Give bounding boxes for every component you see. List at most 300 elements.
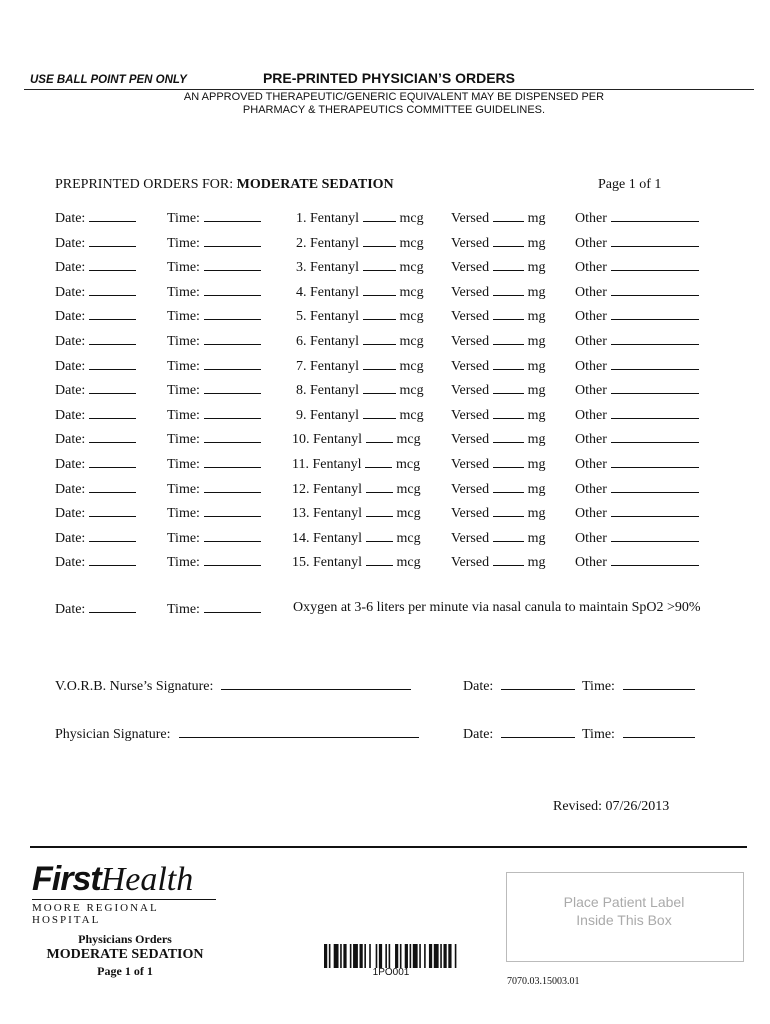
- fentanyl-label: Fentanyl: [310, 334, 359, 349]
- date-field[interactable]: [89, 307, 136, 320]
- form-number: 7070.03.15003.01: [507, 976, 580, 987]
- time-label: Time:: [167, 530, 200, 546]
- mcg-unit: mcg: [396, 530, 421, 546]
- date-field[interactable]: [501, 677, 575, 690]
- barcode: [324, 944, 458, 968]
- date-field[interactable]: [89, 600, 136, 613]
- order-number: 14.: [292, 530, 310, 546]
- barcode-bar: [324, 944, 327, 968]
- versed-dose-field[interactable]: [493, 357, 524, 370]
- other-field[interactable]: [611, 406, 699, 419]
- label-line-2: Inside This Box: [576, 912, 672, 928]
- barcode-bar: [395, 944, 398, 968]
- fentanyl-label: Fentanyl: [310, 407, 359, 423]
- order-row: [0, 455, 770, 475]
- barcode-bar: [448, 944, 451, 968]
- order-date: [55, 455, 136, 473]
- date-label: Date:: [55, 284, 86, 300]
- date-label: Date:: [55, 457, 86, 472]
- mg-unit: mg: [527, 407, 546, 423]
- fentanyl-dose-field[interactable]: [363, 283, 396, 296]
- fentanyl-label: Fentanyl: [310, 211, 359, 226]
- order-other: [575, 480, 699, 498]
- fentanyl-label: Fentanyl: [310, 235, 359, 251]
- fentanyl-label: Fentanyl: [312, 457, 362, 472]
- date-field[interactable]: [89, 234, 136, 247]
- fentanyl-label: Fentanyl: [310, 309, 359, 325]
- barcode-bar: [455, 944, 457, 968]
- date-field[interactable]: [89, 283, 136, 296]
- mg-unit: mg: [527, 260, 546, 276]
- mcg-unit: mcg: [399, 407, 424, 423]
- order-row: [0, 381, 770, 401]
- order-date: [55, 209, 136, 227]
- fentanyl-dose-field[interactable]: [363, 357, 396, 370]
- mcg-unit: mcg: [396, 481, 421, 497]
- fentanyl-label: Fentanyl: [313, 432, 362, 448]
- date-label: Date:: [463, 679, 494, 694]
- barcode-bar: [360, 944, 363, 968]
- versed-label: Versed: [451, 211, 490, 226]
- versed-dose-field[interactable]: [493, 455, 524, 468]
- physician-signature: [55, 725, 419, 743]
- date-label: Date:: [55, 358, 86, 374]
- form-subtitle: [0, 91, 770, 117]
- order-fentanyl: [292, 504, 421, 522]
- time-field[interactable]: [204, 553, 261, 566]
- oxygen-date: [55, 600, 136, 618]
- time-field[interactable]: [204, 234, 261, 247]
- order-row: [0, 430, 770, 450]
- order-fentanyl: [296, 307, 424, 325]
- order-time: [167, 529, 261, 547]
- other-field[interactable]: [611, 430, 699, 443]
- time-label: Time:: [167, 457, 200, 472]
- versed-dose-field[interactable]: [493, 332, 524, 345]
- date-label: Date:: [463, 727, 494, 742]
- versed-dose-field[interactable]: [493, 480, 524, 493]
- order-number: 8.: [296, 383, 307, 399]
- order-versed: [451, 357, 546, 375]
- date-field[interactable]: [89, 430, 136, 443]
- form-title: PRE-PRINTED PHYSICIAN’S ORDERS: [262, 70, 516, 86]
- date-field[interactable]: [89, 553, 136, 566]
- order-other: [575, 234, 699, 252]
- order-versed: [451, 234, 546, 252]
- order-time: [167, 406, 261, 424]
- fentanyl-dose-field[interactable]: [365, 455, 392, 468]
- versed-dose-field[interactable]: [493, 307, 524, 320]
- order-date: [55, 504, 136, 522]
- order-date: [55, 234, 136, 252]
- order-fentanyl: [292, 455, 420, 473]
- versed-label: Versed: [451, 260, 490, 276]
- oxygen-time: [167, 600, 261, 618]
- preprinted-value: MODERATE SEDATION: [236, 177, 394, 192]
- order-other: [575, 307, 699, 325]
- time-field[interactable]: [204, 504, 261, 517]
- mg-unit: mg: [527, 432, 546, 448]
- mg-unit: mg: [527, 457, 546, 472]
- barcode-bar: [364, 944, 366, 968]
- order-date: [55, 480, 136, 498]
- other-field[interactable]: [611, 480, 699, 493]
- time-label: Time:: [167, 506, 200, 522]
- barcode-bar: [350, 944, 352, 968]
- mcg-unit: mcg: [395, 457, 421, 472]
- order-date: [55, 332, 136, 350]
- barcode-bar: [419, 944, 421, 968]
- fentanyl-label: Fentanyl: [313, 555, 362, 571]
- mcg-unit: mcg: [396, 506, 421, 522]
- order-time: [167, 234, 261, 252]
- other-field[interactable]: [611, 357, 699, 370]
- date-field[interactable]: [89, 381, 136, 394]
- order-number: 11.: [292, 457, 309, 472]
- order-other: [575, 381, 699, 399]
- order-fentanyl: [292, 430, 421, 448]
- versed-label: Versed: [451, 457, 490, 472]
- time-label: Time:: [167, 602, 200, 617]
- time-field[interactable]: [204, 307, 261, 320]
- fentanyl-label: Fentanyl: [313, 530, 362, 546]
- barcode-bar: [340, 944, 342, 968]
- footer-form-title: [30, 931, 220, 979]
- mcg-unit: mcg: [399, 260, 424, 276]
- order-other: [575, 529, 699, 547]
- mcg-unit: mcg: [399, 334, 424, 349]
- date-label: Date:: [55, 407, 86, 423]
- date-field[interactable]: [89, 209, 136, 222]
- patient-label-instructions: [506, 893, 742, 929]
- order-number: 13.: [292, 506, 310, 522]
- order-date: [55, 381, 136, 399]
- order-row: [0, 480, 770, 500]
- order-date: [55, 307, 136, 325]
- mcg-unit: mcg: [399, 309, 424, 325]
- order-fentanyl: [292, 529, 421, 547]
- order-versed: [451, 529, 546, 547]
- time-label: Time:: [167, 309, 200, 325]
- time-label: Time:: [582, 727, 615, 742]
- other-field[interactable]: [611, 283, 699, 296]
- date-label: Date:: [55, 211, 86, 226]
- order-time: [167, 381, 261, 399]
- order-number: 3.: [296, 260, 307, 276]
- time-label: Time:: [167, 407, 200, 423]
- barcode-bar: [376, 944, 378, 968]
- other-field[interactable]: [611, 553, 699, 566]
- fentanyl-dose-field[interactable]: [366, 553, 393, 566]
- versed-dose-field[interactable]: [493, 381, 524, 394]
- versed-label: Versed: [451, 358, 490, 374]
- other-field[interactable]: [611, 209, 699, 222]
- order-versed: [451, 455, 546, 473]
- other-label: Other: [575, 506, 607, 522]
- versed-dose-field[interactable]: [493, 406, 524, 419]
- orders-name: MODERATE SEDATION: [46, 947, 204, 962]
- order-other: [575, 455, 699, 473]
- date-field[interactable]: [89, 504, 136, 517]
- order-other: [575, 258, 699, 276]
- versed-dose-field[interactable]: [493, 529, 524, 542]
- order-number: 7.: [296, 358, 307, 374]
- oxygen-order-row: [0, 600, 770, 620]
- other-label: Other: [575, 481, 607, 497]
- date-label: Date:: [55, 506, 86, 522]
- order-number: 15.: [292, 555, 310, 571]
- other-field[interactable]: [611, 332, 699, 345]
- physician-signature-field[interactable]: [179, 725, 419, 738]
- other-field[interactable]: [611, 381, 699, 394]
- mcg-unit: mcg: [399, 284, 424, 300]
- barcode-bar: [379, 944, 382, 968]
- other-field[interactable]: [611, 307, 699, 320]
- order-fentanyl: [292, 480, 421, 498]
- versed-dose-field[interactable]: [493, 504, 524, 517]
- fentanyl-dose-field[interactable]: [366, 430, 393, 443]
- order-fentanyl: [296, 234, 424, 252]
- order-time: [167, 209, 261, 227]
- date-field[interactable]: [89, 258, 136, 271]
- label-line-1: Place Patient Label: [563, 894, 685, 910]
- barcode-bar: [329, 944, 331, 968]
- other-label: Other: [575, 309, 607, 325]
- order-number: 12.: [292, 481, 310, 497]
- order-fentanyl: [296, 283, 424, 301]
- fentanyl-dose-field[interactable]: [363, 209, 396, 222]
- barcode-bar: [369, 944, 371, 968]
- other-label: Other: [575, 432, 607, 448]
- other-field[interactable]: [611, 455, 699, 468]
- versed-label: Versed: [451, 506, 490, 522]
- versed-dose-field[interactable]: [493, 283, 524, 296]
- fentanyl-dose-field[interactable]: [366, 504, 393, 517]
- barcode-bar: [434, 944, 439, 968]
- time-label: Time:: [167, 260, 200, 276]
- order-number: 10.: [292, 432, 310, 448]
- order-fentanyl: [296, 406, 424, 424]
- order-time: [167, 504, 261, 522]
- fentanyl-dose-field[interactable]: [363, 234, 396, 247]
- order-row: [0, 406, 770, 426]
- mg-unit: mg: [527, 309, 546, 325]
- mg-unit: mg: [527, 334, 546, 349]
- other-label: Other: [575, 530, 607, 546]
- other-field[interactable]: [611, 504, 699, 517]
- order-time: [167, 480, 261, 498]
- date-label: Date:: [55, 309, 86, 325]
- order-number: 5.: [296, 309, 307, 325]
- mcg-unit: mcg: [399, 235, 424, 251]
- physician-signature-time: [582, 725, 695, 743]
- mg-unit: mg: [527, 383, 546, 399]
- order-versed: [451, 258, 546, 276]
- order-row: [0, 234, 770, 254]
- fentanyl-dose-field[interactable]: [363, 381, 396, 394]
- order-other: [575, 553, 699, 571]
- date-field[interactable]: [89, 480, 136, 493]
- time-label: Time:: [167, 211, 200, 226]
- date-label: Date:: [55, 555, 86, 571]
- date-field[interactable]: [89, 406, 136, 419]
- fentanyl-dose-field[interactable]: [366, 480, 393, 493]
- date-field[interactable]: [89, 455, 136, 468]
- order-other: [575, 332, 699, 350]
- fentanyl-dose-field[interactable]: [363, 258, 396, 271]
- other-field[interactable]: [611, 234, 699, 247]
- versed-label: Versed: [451, 432, 490, 448]
- other-label: Other: [575, 334, 607, 349]
- mg-unit: mg: [527, 481, 546, 497]
- other-label: Other: [575, 211, 607, 226]
- versed-dose-field[interactable]: [493, 234, 524, 247]
- barcode-bar: [410, 944, 412, 968]
- order-date: [55, 258, 136, 276]
- versed-label: Versed: [451, 555, 490, 571]
- nurse-signature-date: [463, 677, 575, 695]
- order-versed: [451, 406, 546, 424]
- other-label: Other: [575, 383, 607, 399]
- other-label: Other: [575, 358, 607, 374]
- fentanyl-dose-field[interactable]: [366, 529, 393, 542]
- other-label: Other: [575, 260, 607, 276]
- order-date: [55, 529, 136, 547]
- time-field[interactable]: [204, 480, 261, 493]
- footer-divider: [30, 846, 747, 848]
- other-field[interactable]: [611, 258, 699, 271]
- order-other: [575, 357, 699, 375]
- order-row: [0, 504, 770, 524]
- versed-dose-field[interactable]: [493, 258, 524, 271]
- nurse-signature: [55, 677, 411, 695]
- fentanyl-label: Fentanyl: [313, 481, 362, 497]
- date-label: Date:: [55, 530, 86, 546]
- time-field[interactable]: [623, 677, 695, 690]
- date-field[interactable]: [89, 357, 136, 370]
- barcode-bar: [400, 944, 402, 968]
- date-label: Date:: [55, 383, 86, 399]
- order-fentanyl: [292, 553, 421, 571]
- nurse-signature-field[interactable]: [221, 677, 411, 690]
- order-row: [0, 357, 770, 377]
- barcode-bar: [389, 944, 391, 968]
- time-field[interactable]: [204, 529, 261, 542]
- barcode-bar: [429, 944, 432, 968]
- versed-dose-field[interactable]: [493, 209, 524, 222]
- mg-unit: mg: [527, 555, 546, 571]
- order-other: [575, 430, 699, 448]
- time-field[interactable]: [204, 455, 261, 468]
- fentanyl-label: Fentanyl: [310, 284, 359, 300]
- order-versed: [451, 430, 546, 448]
- fentanyl-dose-field[interactable]: [363, 406, 396, 419]
- firsthealth-logo: [32, 862, 216, 926]
- order-row: [0, 209, 770, 229]
- versed-dose-field[interactable]: [493, 553, 524, 566]
- fentanyl-dose-field[interactable]: [363, 332, 396, 345]
- time-field[interactable]: [204, 283, 261, 296]
- order-row: [0, 283, 770, 303]
- fentanyl-label: Fentanyl: [310, 260, 359, 276]
- versed-label: Versed: [451, 407, 490, 423]
- mcg-unit: mcg: [396, 555, 421, 571]
- fentanyl-label: Fentanyl: [313, 506, 362, 522]
- physician-signature-date: [463, 725, 575, 743]
- time-field[interactable]: [204, 258, 261, 271]
- order-row: [0, 258, 770, 278]
- time-label: Time:: [167, 555, 200, 571]
- revised-date: Revised: 07/26/2013: [553, 799, 670, 814]
- date-field[interactable]: [89, 529, 136, 542]
- other-label: Other: [575, 457, 607, 472]
- date-label: Date:: [55, 602, 86, 617]
- versed-label: Versed: [451, 481, 490, 497]
- order-date: [55, 406, 136, 424]
- date-field[interactable]: [501, 725, 575, 738]
- time-field[interactable]: [204, 600, 261, 613]
- order-time: [167, 430, 261, 448]
- versed-label: Versed: [451, 235, 490, 251]
- barcode-bar: [385, 944, 387, 968]
- time-field[interactable]: [204, 430, 261, 443]
- order-number: 4.: [296, 284, 307, 300]
- logo-hospital-name: MOORE REGIONAL HOSPITAL: [32, 899, 216, 926]
- order-time: [167, 357, 261, 375]
- time-field[interactable]: [204, 381, 261, 394]
- other-field[interactable]: [611, 529, 699, 542]
- fentanyl-dose-field[interactable]: [363, 307, 396, 320]
- order-number: 9.: [296, 407, 307, 423]
- preprinted-orders-heading: [55, 177, 394, 193]
- order-other: [575, 504, 699, 522]
- subtitle-line-1: AN APPROVED THERAPEUTIC/GENERIC EQUIVALENT MAY BE DISPENSED PER: [183, 91, 605, 103]
- barcode-bar: [413, 944, 418, 968]
- time-field[interactable]: [204, 332, 261, 345]
- versed-label: Versed: [451, 309, 490, 325]
- other-label: Other: [575, 407, 607, 423]
- oxygen-order-text: Oxygen at 3-6 liters per minute via nasal canula to maintain SpO2 >90%: [293, 600, 701, 615]
- time-field[interactable]: [204, 357, 261, 370]
- order-time: [167, 332, 261, 350]
- order-time: [167, 283, 261, 301]
- order-versed: [451, 332, 546, 350]
- mg-unit: mg: [527, 284, 546, 300]
- order-row: [0, 307, 770, 327]
- order-date: [55, 283, 136, 301]
- time-field[interactable]: [204, 406, 261, 419]
- time-field[interactable]: [204, 209, 261, 222]
- order-time: [167, 307, 261, 325]
- order-other: [575, 209, 699, 227]
- other-label: Other: [575, 235, 607, 251]
- order-date: [55, 430, 136, 448]
- barcode-bar: [443, 944, 446, 968]
- date-label: Date:: [55, 432, 86, 448]
- physicians-orders-label: Physicians Orders: [78, 932, 172, 946]
- versed-label: Versed: [451, 530, 490, 546]
- order-other: [575, 406, 699, 424]
- date-field[interactable]: [89, 332, 136, 345]
- time-field[interactable]: [623, 725, 695, 738]
- mcg-unit: mcg: [399, 383, 424, 399]
- other-label: Other: [575, 284, 607, 300]
- barcode-bar: [353, 944, 358, 968]
- versed-label: Versed: [451, 334, 490, 349]
- versed-dose-field[interactable]: [493, 430, 524, 443]
- order-number: 2.: [296, 235, 307, 251]
- order-versed: [451, 381, 546, 399]
